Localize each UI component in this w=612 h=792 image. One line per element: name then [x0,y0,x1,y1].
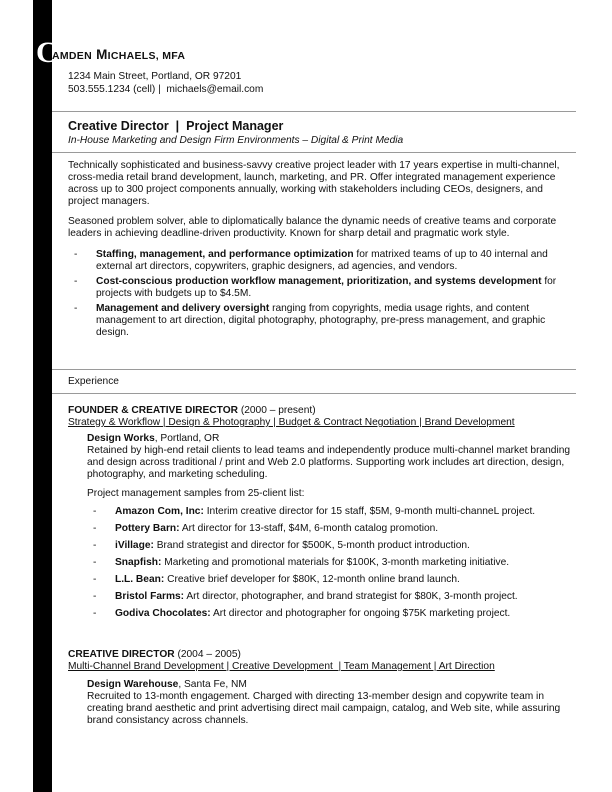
job-title-line [68,405,576,417]
divider [52,111,576,112]
client-text: Marketing and promotional materials for $100K, 3-month marketing initiative. [161,557,510,568]
company-location: , Santa Fe, NM [178,679,247,690]
company-name: Design Warehouse [87,679,179,690]
summary-paragraph: Technically sophisticated and business-savvy creative project leader with 17 years expertise in multi-channel, cross-media retail brand development, launch, marketing, and PR. Offer integrated management experience across up to 300 project components annually, working with stakeholders including CEOs, designers, and project managers. [68,160,560,207]
client-name: iVillage: [115,540,154,551]
client-name: Bristol Farms: [115,591,185,602]
client-text: Brand strategist and director for $500K, 5-month product introduction. [153,540,470,551]
list-item [87,557,576,569]
job-skills: Strategy & Workflow | Design & Photography | Budget & Contract Negotiation | Brand Development [68,417,515,428]
bullet-bold: Staffing, management, and performance optimization [96,249,354,260]
company-location: , Portland, OR [154,433,220,444]
experience-section-title: Experience [68,376,119,387]
left-accent-bar [33,0,52,792]
bullet-text: ranging from copyrights, media usage rights, and content management to art direction, digital photography, photography, pre-press management, and graphic design. [96,303,546,338]
list-item [87,523,576,535]
divider [52,369,576,370]
job-skills: Multi-Channel Brand Development | Creative Development | Team Management | Art Direction [68,661,495,672]
headline: Creative Director | Project Manager [68,119,284,133]
list-item [68,249,576,273]
bullet-dash: - [93,506,97,517]
bullet-bold: Management and delivery oversight [96,303,270,314]
bullet-dash: - [74,276,78,287]
name-drop-initial: C [36,36,58,69]
bullet-dash: - [74,303,78,314]
contact-info [68,70,263,96]
client-name: L.L. Bean: [115,574,165,585]
phone: 503.555.1234 (cell) [68,84,156,95]
job-details [87,679,576,727]
client-text: Interim creative director for 15 staff, $5M, 9-month multi-channeL project. [203,506,536,517]
company-line [87,433,576,445]
job-title: CREATIVE DIRECTOR [68,649,175,660]
contact-separator: | [155,84,167,95]
client-name: Pottery Barn: [115,523,180,534]
list-item [87,608,576,620]
bullet-dash: - [93,608,97,619]
bullet-dash: - [93,540,97,551]
summary-bullets [68,249,576,339]
surname-initial: M [96,47,108,62]
bullet-dash: - [93,557,97,568]
phone-email-line [68,83,263,96]
job-description: Recruited to 13-month engagement. Charged with directing 13-member design and copywrite team in creating brand aesthetic and print advertising direct mail campaign, catalog, and Web site, while assuring brand consistancy across channels. [87,691,561,726]
list-item [68,303,576,339]
subheadline: In-House Marketing and Design Firm Environments – Digital & Print Media [68,135,404,146]
client-text: Art director, photographer, and brand strategist for $80K, 3-month project. [184,591,518,602]
summary-body [68,160,576,342]
bullet-text: for matrixed teams of up to 40 internal and external art directors, copywriters, graphic designers, ad agencies, and vendors. [96,249,548,272]
divider [52,393,576,394]
list-item [87,574,576,586]
candidate-name [52,47,185,64]
summary-heading [68,119,576,147]
address: 1234 Main Street, Portland, OR 97201 [68,71,242,82]
client-text: Creative brief developer for $80K, 12-month online brand launch. [164,574,460,585]
bullet-dash: - [93,523,97,534]
client-name: Snapfish: [115,557,162,568]
client-text: Art director and photographer for ongoing $75K marketing project. [210,608,511,619]
summary-paragraph: Seasoned problem solver, able to diplomatically balance the dynamic needs of creative teams and corporate leaders in achieving deadline-driven productivity. Known for sharp detail and pragmatic work style. [68,216,557,239]
company-name: Design Works [87,433,155,444]
bullet-bold: Cost-conscious production workflow management, prioritization, and systems development [96,276,542,287]
job-dates: (2000 – present) [238,405,316,416]
samples-list [87,506,576,620]
bullet-dash: - [74,249,78,260]
client-text: Art director for 13-staff, $4M, 6-month catalog promotion. [179,523,439,534]
client-name: Amazon Com, Inc: [115,506,204,517]
bullet-dash: - [93,591,97,602]
job-entry [68,649,576,727]
list-item [87,506,576,518]
company-line [87,679,576,691]
email-link[interactable]: michaels@email.com [166,84,264,95]
job-dates: (2004 – 2005) [174,649,241,660]
first-name-rest: AMDEN [52,50,92,62]
credential: , MFA [155,50,186,62]
divider [52,152,576,153]
bullet-text: for projects with budgets up to $4.5M. [96,276,557,299]
job-title: FOUNDER & CREATIVE DIRECTOR [68,405,238,416]
list-item [87,591,576,603]
job-details [87,433,576,620]
samples-intro: Project management samples from 25-client list: [87,488,305,499]
bullet-dash: - [93,574,97,585]
list-item [87,540,576,552]
job-description: Retained by high-end retail clients to lead teams and independently produce multi-channel market branding and design across traditional / print and Web 2.0 platforms. Supporting work includes art direction, design, photography, and marketing scheduling. [87,445,571,480]
job-title-line [68,649,576,661]
job-entry [68,405,576,625]
list-item [68,276,576,300]
surname-rest: ICHAELS [107,50,156,62]
client-name: Godiva Chocolates: [115,608,211,619]
